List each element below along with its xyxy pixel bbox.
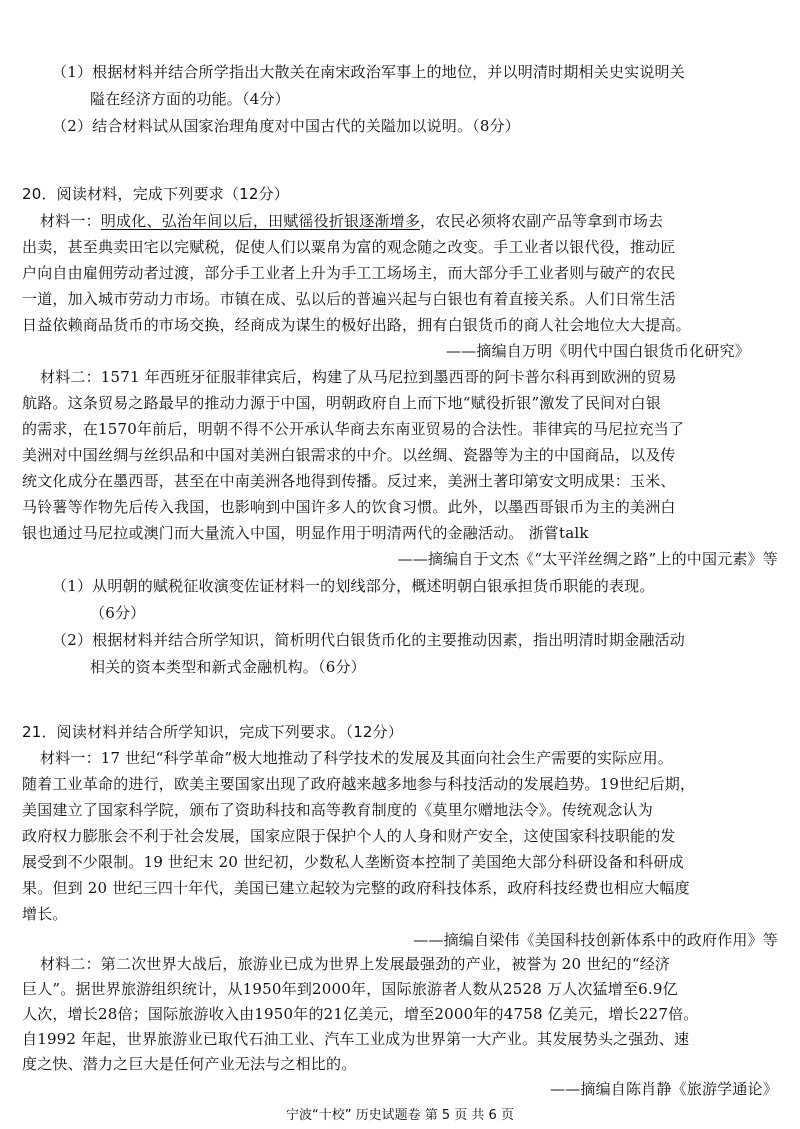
q21-material2-line5: 度之快、潜力之巨大是任何产业无法与之相比的。	[22, 1055, 357, 1073]
q20-material2-line4: 美洲对中国丝绸与丝织品和中国对美洲白银需求的中介。以丝绸、瓷器等为主的中国商品，以及传	[22, 446, 676, 464]
q19-sub1-line2: 隘在经济方面的功能。（4分）	[90, 90, 290, 108]
q21-material2-line1: 材料二：第二次世界大战后，旅游业已成为世界上发展最强劲的产业，被誉为 20 世纪的“经济	[40, 955, 671, 973]
q20-material1-line2: 出卖，甚至典卖田宅以完赋税，促使人们以粟帛为富的观念随之改变。手工业者以银代役，推动匠	[22, 238, 676, 256]
q20-material2-line2: 航路。这条贸易之路最早的推动力源于中国，明朝政府自上而下地“赋役折银”激发了民间对白银	[22, 394, 661, 412]
q20-sub2-line2: 相关的资本类型和新式金融机构。（6分）	[90, 658, 366, 676]
q20-material2-line3: 的需求，在1570年前后，明朝不得不公开承认华商去东南亚贸易的合法性。菲律宾的马尼拉充当了	[22, 420, 685, 438]
page-footer: 宁波“十校” 历史试题卷 第 5 页 共 6 页	[286, 1108, 514, 1123]
q20-material1-underlined: 明成化、弘治年间以后，田赋徭役折银逐渐增多	[100, 212, 421, 230]
q20-material2-line7: 银也通过马尼拉或澳门而大量流入中国，明显作用于明清两代的金融活动。 浙嘗talk	[22, 524, 589, 542]
q20-material1-line5: 日益依赖商品货币的市场交换，经商成为谋生的极好出路，拥有白银货币的商人社会地位大大提高。	[22, 316, 691, 334]
q20-material2-source: ——摘编自于文杰《“太平洋丝绸之路”上的中国元素》等	[397, 550, 778, 568]
q19-sub2: （2）结合材料试从国家治理角度对中国古代的关隘加以说明。（8分）	[52, 117, 520, 135]
q20-sub1-line2: （6分）	[90, 604, 146, 622]
q20-material2-line6: 马铃薯等作物先后传入我国，也影响到中国许多人的饮食习惯。此外，以墨西哥银币为主的美洲白	[22, 498, 676, 516]
q21-material2-source: ——摘编自陈肖静《旅游学通论》	[549, 1080, 778, 1098]
q20-material1-source: ——摘编自万明《明代中国白银货币化研究》	[445, 342, 750, 360]
q20-material2-line5: 统文化成分在墨西哥，甚至在中南美洲各地得到传播。反过来，美洲土著印第安文明成果：玉米、	[22, 472, 676, 490]
q21-material2-line4: 自1992 年起，世界旅游业已取代石油工业、汽车工业成为世界第一大产业。其发展势头之强劲、速	[22, 1030, 690, 1048]
q20-material1-line1-rest: ，农民必须将农副产品等拿到市场去	[420, 212, 664, 230]
q19-sub1-line1: （1）根据材料并结合所学指出大散关在南宋政治军事上的地位，并以明清时期相关史实说明关	[52, 63, 685, 81]
q21-material1-line6: 果。但到 20 世纪三四十年代，美国已建立起较为完整的政府科技体系，政府科技经费也相应大幅度	[22, 879, 690, 897]
q21-material2-line2: 巨人”。据世界旅游组织统计，从1950年到2000年，国际旅游者人数从2528 万人次猛增至6.9亿	[22, 980, 678, 998]
q21-material1-source: ——摘编自梁伟《美国科技创新体系中的政府作用》等	[413, 931, 778, 949]
q20-material1-line4: 一道，加入城市劳动力市场。市镇在成、弘以后的普遍兴起与白银也有着直接关系。人们日常生活	[22, 290, 676, 308]
q21-material1-line3: 美国建立了国家科学院，颁布了资助科技和高等教育制度的《莫里尔赠地法令》。传统观念认为	[22, 801, 653, 819]
q20-material1-line3: 户向自由雇佣劳动者过渡，部分手工业者上升为手工工场场主，而大部分手工业者则与破产的农民	[22, 264, 676, 282]
q21-title: 21．阅读材料并结合所学知识，完成下列要求。（12分）	[22, 723, 404, 741]
q21-material1-line7: 增长。	[22, 905, 68, 923]
q20-title: 20．阅读材料，完成下列要求（12分）	[22, 185, 289, 203]
q20-material1-label: 材料一：	[40, 212, 101, 230]
q21-material1-line5: 展受到不少限制。19 世纪末 20 世纪初，少数私人垄断资本控制了美国绝大部分科研设备和科研成	[22, 853, 684, 871]
q20-material1-line1	[40, 211, 663, 231]
q20-sub2-line1: （2）根据材料并结合所学知识，简析明代白银货币化的主要推动因素，指出明清时期金融活动	[52, 631, 685, 649]
q21-material1-line1: 材料一：17 世纪“科学革命”极大地推动了科学技术的发展及其面向社会生产需要的实际应用。	[40, 749, 673, 767]
q20-sub1-line1: （1）从明朝的赋税征收演变佐证材料一的划线部分，概述明朝白银承担货币职能的表现。	[52, 577, 655, 595]
q21-material2-line3: 人次，增长28倍；国际旅游收入由1950年的21亿美元，增至2000年的4758 亿美元，增长227倍。	[22, 1005, 699, 1023]
q21-material1-line4: 政府权力膨胀会不利于社会发展，国家应限于保护个人的人身和财产安全，这使国家科技职能的发	[22, 827, 676, 845]
q21-material1-line2: 随着工业革命的进行，欧美主要国家出现了政府越来越多地参与科技活动的发展趋势。19世纪后期，	[22, 775, 696, 793]
q20-material2-line1: 材料二：1571 年西班牙征服菲律宾后，构建了从马尼拉到墨西哥的阿卡普尔科再到欧洲的贸易	[40, 368, 677, 386]
